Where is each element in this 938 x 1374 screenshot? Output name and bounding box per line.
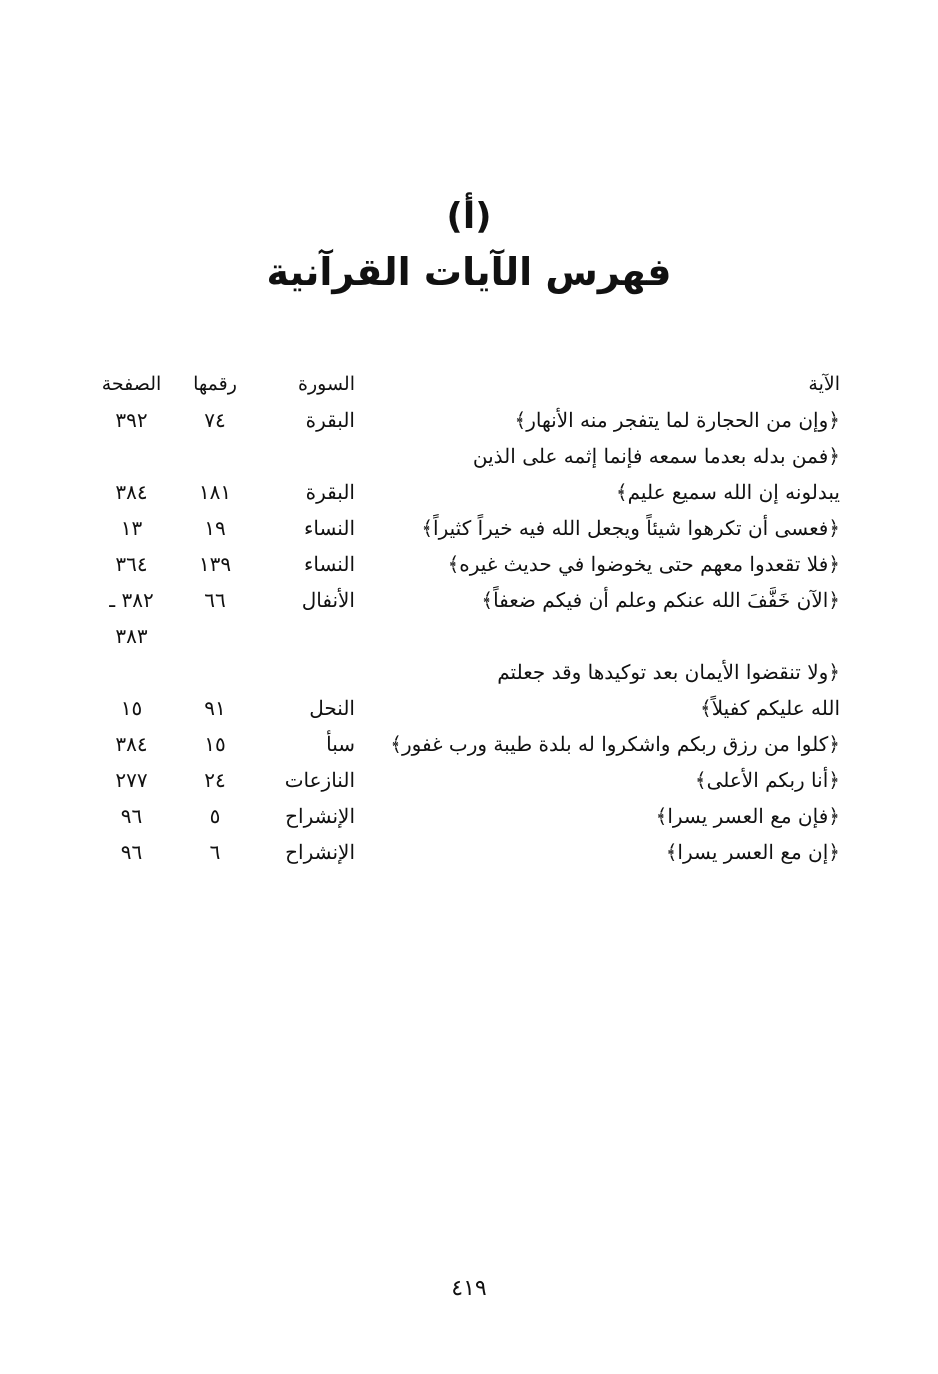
table-row — [95, 474, 840, 510]
ayah-number: ٦٦ — [204, 588, 226, 612]
page-reference — [95, 654, 168, 690]
page-title: فهرس الآيات القرآنية — [266, 250, 672, 294]
ayah-text: ﴿وإن من الحجارة لما يتفجر منه الأنهار﴾ — [514, 408, 840, 432]
page-reference: ٢٧٧ — [115, 768, 148, 792]
table-row — [95, 834, 840, 870]
ayah-number: ٥ — [209, 804, 221, 828]
surah-name: البقرة — [305, 408, 355, 432]
ayah-text: ﴿إن مع العسر يسرا﴾ — [665, 840, 840, 864]
ayah-number: ٧٤ — [204, 408, 226, 432]
section-number: (أ) — [446, 196, 492, 237]
ayah-number — [185, 438, 245, 474]
surah-name: البقرة — [305, 480, 355, 504]
ayah-number — [185, 618, 245, 654]
surah-name — [265, 438, 355, 474]
surah-name: الأنفال — [301, 588, 355, 612]
page-reference — [95, 438, 168, 474]
page-reference: ٣٦٤ — [115, 552, 148, 576]
surah-name: الإنشراح — [285, 804, 355, 828]
surah-name: الإنشراح — [285, 840, 355, 864]
surah-name: سبأ — [326, 732, 355, 756]
page-reference: ٣٨٤ — [115, 480, 148, 504]
table-row — [95, 582, 840, 618]
ayah-number: ٦ — [209, 840, 221, 864]
ayah-text: يبدلونه إن الله سميع عليم﴾ — [615, 480, 840, 504]
table-row — [95, 546, 840, 582]
ayah-number: ١٩ — [204, 516, 226, 540]
page-reference: ١٣ — [120, 516, 143, 540]
ayah-text: ﴿الآن خَفَّفَ الله عنكم وعلم أن فيكم ضعفاً﴾ — [481, 588, 840, 612]
ayah-text: ﴿فلا تقعدوا معهم حتى يخوضوا في حديث غيره﴾ — [447, 552, 840, 576]
page-reference: ٣٨٢ ـ — [109, 588, 154, 612]
ayah-number: ١٥ — [204, 732, 226, 756]
page-reference: ١٥ — [120, 696, 143, 720]
page-reference: ٣٨٣ — [115, 624, 148, 648]
column-header-surah: السورة — [298, 373, 355, 395]
ayah-number: ١٣٩ — [198, 552, 232, 576]
ayah-text: ﴿فعسى أن تكرهوا شيئاً ويجعل الله فيه خيراً كثيراً﴾ — [421, 516, 840, 540]
quran-verses-index-table — [95, 366, 840, 870]
table-row — [95, 618, 840, 654]
table-row — [95, 438, 840, 474]
ayah-number — [185, 654, 245, 690]
table-row — [95, 798, 840, 834]
ayah-text: ﴿فمن بدله بعدما سمعه فإنما إثمه على الذين — [472, 444, 840, 468]
table-row — [95, 690, 840, 726]
table-row — [95, 510, 840, 546]
surah-name — [265, 654, 355, 690]
table-header-row — [95, 366, 840, 402]
page-reference: ٩٦ — [120, 840, 143, 864]
ayah-text: ﴿كلوا من رزق ربكم واشكروا له بلدة طيبة ورب غفور﴾ — [390, 732, 840, 756]
column-header-ayah: الآية — [808, 373, 840, 395]
surah-name — [265, 618, 355, 654]
table-row — [95, 402, 840, 438]
page-number: ٤١٩ — [451, 1276, 487, 1301]
ayah-number: ١٨١ — [198, 480, 232, 504]
ayah-text: الله عليكم كفيلاً﴾ — [700, 696, 840, 720]
surah-name: النساء — [303, 552, 355, 576]
ayah-text — [380, 618, 840, 654]
surah-name: النحل — [309, 696, 355, 720]
column-header-number: رقمها — [193, 373, 237, 395]
ayah-number: ٢٤ — [204, 768, 226, 792]
ayah-text: ﴿ولا تنقضوا الأيمان بعد توكيدها وقد جعلتم — [497, 660, 840, 684]
page-reference: ٣٨٤ — [115, 732, 148, 756]
table-row — [95, 726, 840, 762]
table-row — [95, 762, 840, 798]
table-body — [95, 402, 840, 870]
ayah-text: ﴿فإن مع العسر يسرا﴾ — [655, 804, 840, 828]
page-reference: ٩٦ — [120, 804, 143, 828]
surah-name: النازعات — [284, 768, 355, 792]
ayah-number: ٩١ — [204, 696, 226, 720]
table-row — [95, 654, 840, 690]
page-reference: ٣٩٢ — [115, 408, 148, 432]
column-header-page: الصفحة — [101, 373, 162, 395]
ayah-text: ﴿أنا ربكم الأعلى﴾ — [694, 768, 840, 792]
surah-name: النساء — [303, 516, 355, 540]
